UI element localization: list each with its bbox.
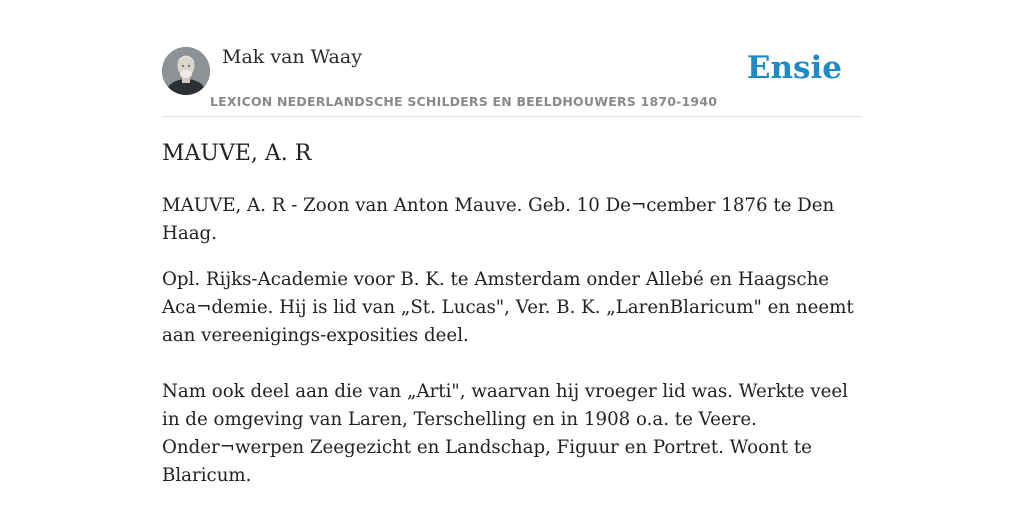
article-paragraph: Opl. Rijks-Academie voor B. K. te Amsterdam onder Allebé en Haagsche Aca¬demie. Hij is lid van „St. Lucas", Ver. B. K. „LarenBlaricum" en neemt aan vereenigings-exposities deel. bbox=[162, 269, 854, 346]
brand-logo-link[interactable]: Ensie bbox=[746, 50, 842, 86]
article-paragraph: MAUVE, A. R - Zoon van Anton Mauve. Geb. 10 De¬cember 1876 te Den Haag. bbox=[162, 195, 835, 244]
page-header bbox=[162, 44, 862, 117]
author-name-link[interactable]: Mak van Waay bbox=[222, 46, 362, 68]
author-avatar[interactable] bbox=[162, 47, 210, 95]
article-paragraph: Nam ook deel aan die van „Arti", waarvan hij vroeger lid was. Werkte veel in de omgeving van Laren, Terschelling en in 1908 o.a. te Veere. Onder¬werpen Zeegezicht en Landschap, Figuur en Portret. Woont te Blaricum. bbox=[162, 381, 848, 486]
article-title: MAUVE, A. R bbox=[162, 141, 312, 166]
article-content bbox=[162, 138, 862, 490]
lexicon-subtitle: LEXICON NEDERLANDSCHE SCHILDERS EN BEELDHOUWERS 1870-1940 bbox=[210, 94, 718, 109]
author-portrait-icon bbox=[162, 47, 210, 95]
